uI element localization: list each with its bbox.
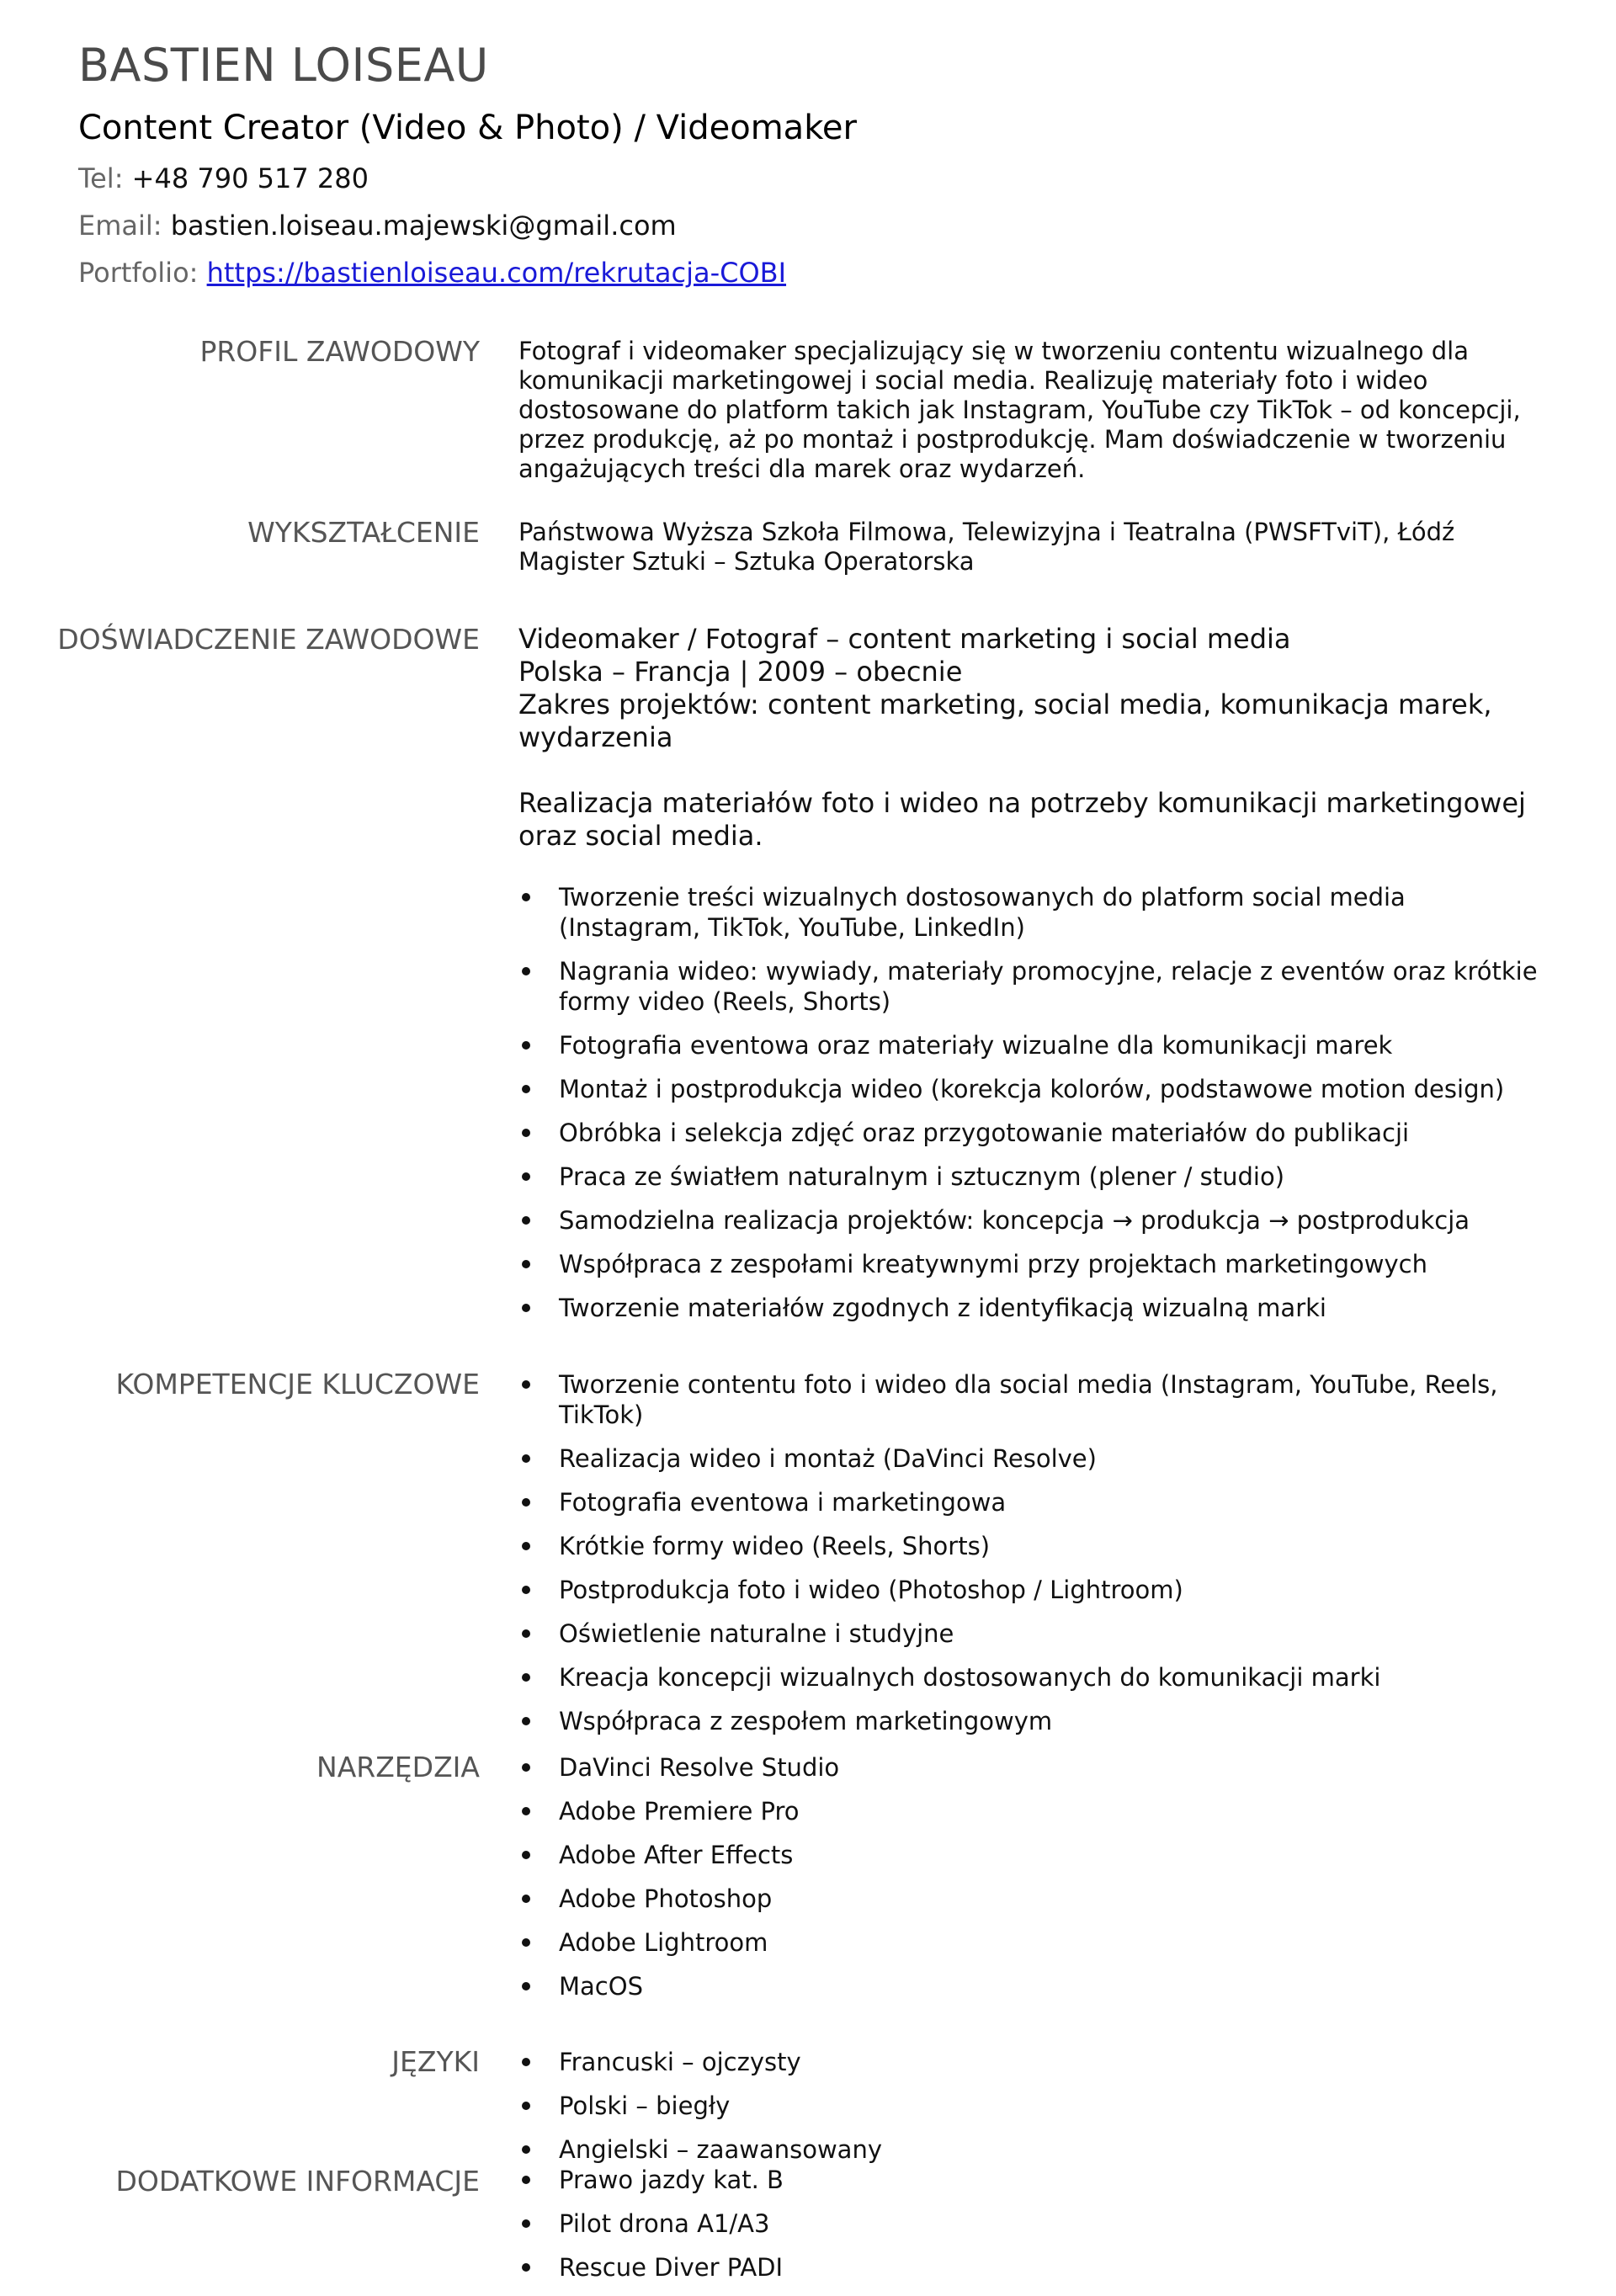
section-label-competencies: KOMPETENCJE KLUCZOWE <box>115 1368 480 1400</box>
list-item: Realizacja wideo i montaż (DaVinci Resolve) <box>518 1443 1545 1474</box>
experience-summary: Realizacja materiałów foto i wideo na potrzeby komunikacji marketingowej oraz social media. <box>518 787 1526 852</box>
list-item: Fotografia eventowa i marketingowa <box>518 1487 1545 1517</box>
list-item: Adobe Premiere Pro <box>518 1796 1545 1826</box>
section-label-tools: NARZĘDZIA <box>316 1751 480 1783</box>
experience-title: Videomaker / Fotograf – content marketing i social media <box>518 623 1291 655</box>
portfolio-link[interactable]: https://bastienloiseau.com/rekrutacja-COBI <box>206 257 787 289</box>
education-school: Państwowa Wyższa Szkoła Filmowa, Telewizyjna i Teatralna (PWSFTviT), Łódź <box>518 518 1455 546</box>
list-item: Tworzenie contentu foto i wideo dla social media (Instagram, YouTube, Reels, TikTok) <box>518 1369 1545 1430</box>
list-item: Praca ze światłem naturalnym i sztucznym (plener / studio) <box>518 1161 1545 1192</box>
portfolio-line <box>78 256 857 290</box>
list-item: MacOS <box>518 1971 1545 2001</box>
list-item: Współpraca z zespołem marketingowym <box>518 1706 1545 1736</box>
candidate-name: BASTIEN LOISEAU <box>78 39 489 92</box>
list-item: Krótkie formy wideo (Reels, Shorts) <box>518 1531 1545 1561</box>
list-item: Pilot drona A1/A3 <box>518 2208 1545 2239</box>
email-label: Email: <box>78 210 162 242</box>
experience-list <box>518 882 1545 1323</box>
profile-text: Fotograf i videomaker specjalizujący się w tworzeniu contentu wizualnego dla komunikacji marketingowej i social media. Realizuję materiały foto i wideo dostosowane do platform takich jak Instagram, YouTube czy TikTok – od koncepcji, przez produkcję, aż po montaż i postprodukcję. Mam doświadczenie w tworzeniu angażujących treści dla marek oraz wydarzeń. <box>518 337 1521 483</box>
list-item: Kreacja koncepcji wizualnych dostosowanych do komunikacji marki <box>518 1662 1545 1693</box>
tools-list <box>518 1752 1545 2001</box>
list-item: Adobe Photoshop <box>518 1884 1545 1914</box>
list-item: Adobe After Effects <box>518 1840 1545 1870</box>
list-item: Postprodukcja foto i wideo (Photoshop / Lightroom) <box>518 1575 1545 1605</box>
section-label-experience: DOŚWIADCZENIE ZAWODOWE <box>57 623 480 656</box>
list-item: Prawo jazdy kat. B <box>518 2165 1545 2195</box>
list-item: Angielski – zaawansowany <box>518 2134 1545 2165</box>
section-label-languages: JĘZYKI <box>391 2045 480 2078</box>
phone-label: Tel: <box>78 162 124 194</box>
list-item: Samodzielna realizacja projektów: koncepcja → produkcja → postprodukcja <box>518 1205 1545 1236</box>
section-label-education: WYKSZTAŁCENIE <box>247 516 480 549</box>
list-item: Francuski – ojczysty <box>518 2047 1545 2077</box>
job-title: Content Creator (Video & Photo) / Videomaker <box>78 109 857 147</box>
education-degree: Magister Sztuki – Sztuka Operatorska <box>518 547 975 576</box>
additional-list <box>518 2165 1545 2283</box>
list-item: Oświetlenie naturalne i studyjne <box>518 1618 1545 1649</box>
email-line <box>78 209 857 242</box>
experience-location: Polska – Francja | 2009 – obecnie <box>518 656 963 688</box>
phone-line <box>78 162 857 195</box>
list-item: Polski – biegły <box>518 2091 1545 2121</box>
languages-list <box>518 2047 1545 2165</box>
list-item: Tworzenie materiałów zgodnych z identyfikacją wizualną marki <box>518 1293 1545 1323</box>
section-label-profile: PROFIL ZAWODOWY <box>199 335 480 368</box>
list-item: Współpraca z zespołami kreatywnymi przy projektach marketingowych <box>518 1249 1545 1279</box>
phone-value: +48 790 517 280 <box>131 162 369 194</box>
portfolio-label: Portfolio: <box>78 257 199 289</box>
experience-scope: Zakres projektów: content marketing, social media, komunikacja marek, wydarzenia <box>518 688 1492 753</box>
list-item: Obróbka i selekcja zdjęć oraz przygotowanie materiałów do publikacji <box>518 1118 1545 1148</box>
section-label-additional: DODATKOWE INFORMACJE <box>115 2165 480 2198</box>
list-item: Rescue Diver PADI <box>518 2252 1545 2283</box>
list-item: Tworzenie treści wizualnych dostosowanych do platform social media (Instagram, TikTok, YouTube, LinkedIn) <box>518 882 1545 943</box>
list-item: DaVinci Resolve Studio <box>518 1752 1545 1783</box>
email-value: bastien.loiseau.majewski@gmail.com <box>170 210 677 242</box>
list-item: Fotografia eventowa oraz materiały wizualne dla komunikacji marek <box>518 1030 1545 1060</box>
header <box>78 40 857 290</box>
list-item: Montaż i postprodukcja wideo (korekcja kolorów, podstawowe motion design) <box>518 1074 1545 1104</box>
list-item: Adobe Lightroom <box>518 1927 1545 1958</box>
list-item: Nagrania wideo: wywiady, materiały promocyjne, relacje z eventów oraz krótkie formy video (Reels, Shorts) <box>518 956 1545 1017</box>
competencies-list <box>518 1369 1545 1736</box>
